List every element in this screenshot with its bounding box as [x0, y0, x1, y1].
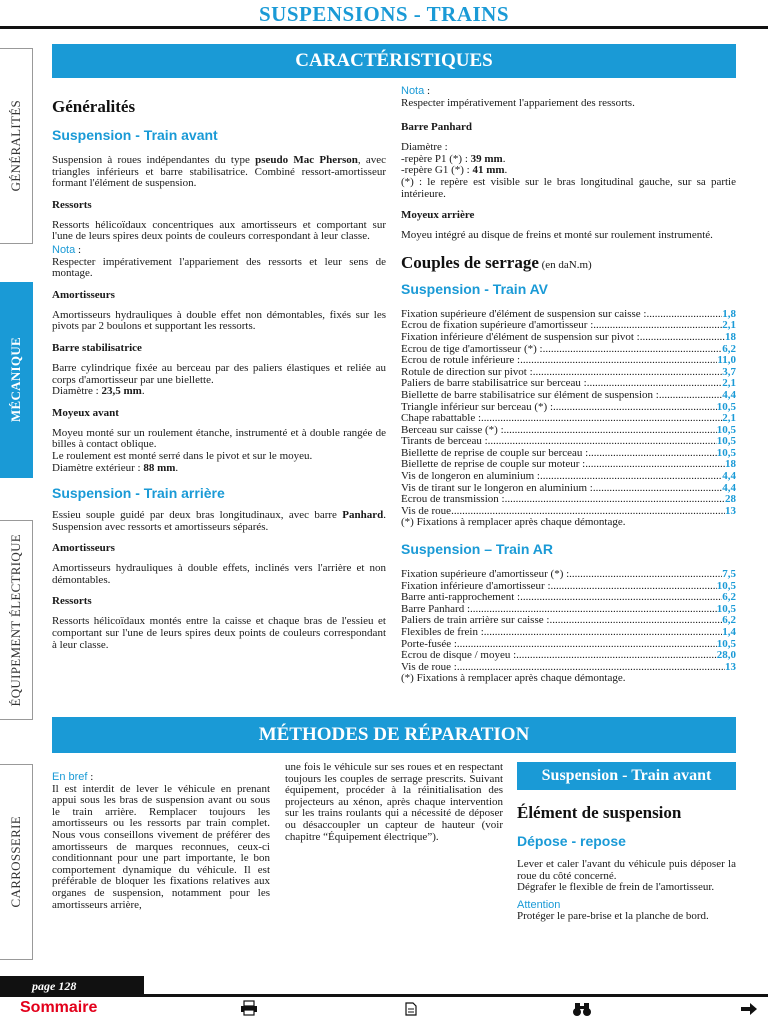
methods-col-1: En bref : Il est interdit de lever le véhicule en prenant appui sous les bras de suspension avant ou sous le train arrière. Remplacer toujours les amortisseurs ou les ressorts par train complet. Nous vous conseillons vivement de préférer des amortisseurs de marques reconnues, ceux-ci conditionnant pour une part importante, le bon comportement dynamique du véhicule. Il est préférable de bloquer les fixations relatives aux organes de suspension, notamment pour les amortisseurs arrière,	[52, 771, 270, 911]
left-column	[52, 97, 386, 651]
heading-amortisseurs-ar: Amortisseurs	[52, 542, 115, 555]
footer-rule	[144, 994, 768, 997]
heading-ressorts: Ressorts	[52, 198, 92, 211]
heading-barre-stab: Barre stabilisatrice	[52, 341, 142, 354]
moyeux-av-diam: Diamètre extérieur : 88 mm.	[52, 461, 179, 474]
moyeux-av-text2: Le roulement est monté serré dans le pivot et sur le moyeu.	[52, 449, 313, 462]
torque-row: Tirants de berceau : ..... 10,5	[401, 436, 736, 448]
moyeux-ar-text: Moyeu intégré au disque de freins et monté sur roulement instrumenté.	[401, 229, 713, 242]
torque-row: Barre anti-rapprochement : ..... 6,2	[401, 592, 736, 604]
heading-depose-repose: Dépose - repose	[517, 833, 626, 849]
torque-row: Écrou de fixation supérieure d'amortisseur : ..... 2,1	[401, 320, 736, 332]
ressorts-ar-text: Ressorts hélicoïdaux montés entre la caisse et chaque bras de l'essieu et comportant sur l'une de leurs spires deux points de couleurs correspondant à leur classe.	[52, 615, 386, 651]
torque-row: Flexibles de frein : ..... 1,4	[401, 627, 736, 639]
amortisseurs-text: Amortisseurs hydrauliques à double effet non démontables, fixés sur les pivots par 2 boulons et supportant les ressorts.	[52, 308, 386, 333]
tab-equipement-electrique[interactable]: ÉQUIPEMENT ÉLECTRIQUE	[0, 520, 33, 720]
torque-ar-note: (*) Fixations à remplacer après chaque démontage.	[401, 672, 626, 685]
susp-av-text: Suspension à roues indépendantes du type pseudo Mac Pherson, avec triangles inférieurs et barre stabilisatrice. Combiné ressort-amortisseur formant l'élément de suspension.	[52, 154, 387, 190]
document-icon[interactable]	[404, 1002, 418, 1016]
torque-row: Biellette de barre stabilisatrice sur élément de suspension : ..... 4,4	[401, 390, 736, 402]
torque-row: Berceau sur caisse (*) : ..... 10,5	[401, 425, 736, 437]
panhard-diam-label: Diamètre :	[401, 141, 448, 154]
heading-moyeux-ar: Moyeux arrière	[401, 209, 475, 222]
heading-ressorts-ar: Ressorts	[52, 595, 92, 608]
torque-list-ar	[401, 569, 736, 673]
torque-row: Chape rabattable : ..... 2,1	[401, 413, 736, 425]
torque-row: Fixation supérieure d'amortisseur (*) : ..... 7,5	[401, 569, 736, 581]
amortisseurs-ar-text: Amortisseurs hydrauliques à double effets, inclinés vers l'arrière et non démontables.	[52, 562, 386, 586]
heading-amortisseurs: Amortisseurs	[52, 288, 115, 301]
nota-left: Nota :	[52, 243, 82, 256]
nota-right: Nota :	[401, 85, 431, 97]
torque-row: Barre Panhard : ..... 10,5	[401, 604, 736, 616]
torque-row: Vis de tirant sur le longeron en aluminium : ..... 4,4	[401, 483, 736, 495]
torque-row: Fixation inférieure d'élément de suspension sur pivot : ..... 18	[401, 332, 736, 344]
heading-couples: Couples de serrage (en daN.m)	[401, 252, 592, 272]
moyeux-av-text: Moyeu monté sur un roulement étanche, instrumenté et à double rangée de billes à contact oblique.	[52, 426, 386, 451]
tab-generalites[interactable]: GÉNÉRALITÉS	[0, 48, 33, 244]
heading-panhard: Barre Panhard	[401, 121, 472, 134]
en-bref-text: Il est interdit de lever le véhicule en prenant appui sous les bras de suspension avant ou sous le train arrière. Remplacer toujours les amortisseurs ou les ressorts par train complet. Nous vous conseillons vivement de préférer des amortisseurs de marques reconnues, ceux-ci conditionnant pour une part importante, le bon comportement dynamique du véhicule. Il est préférable de bloquer les fixations relatives aux organes de suspension, notamment pour les amortisseurs arrière,	[52, 782, 270, 911]
torque-row: Biellette de reprise de couple sur berceau : ..... 10,5	[401, 448, 736, 460]
torque-row: Écrou de rotule inférieure : ..... 11,0	[401, 355, 736, 367]
heading-susp-av: Suspension - Train avant	[52, 127, 218, 143]
right-column	[401, 86, 736, 685]
panhard-note: (*) : le repère est visible sur le bras longitudinal gauche, sur sa partie intérieure.	[401, 175, 736, 200]
banner-caracteristiques: CARACTÉRISTIQUES	[52, 44, 736, 78]
sommaire-link[interactable]: Sommaire	[20, 999, 98, 1016]
ressorts-text: Ressorts hélicoïdaux concentriques aux amortisseurs et comportant sur l'une de leurs spires deux points de couleurs correspondant à leur classe.	[52, 218, 386, 243]
torque-row: Paliers de train arrière sur caisse : ..... 6,2	[401, 615, 736, 627]
heading-moyeux-av: Moyeux avant	[52, 406, 119, 419]
attention-text: Protéger le pare-brise et la planche de bord.	[517, 910, 709, 923]
nota-right-text: Respecter impérativement l'appariement des ressorts.	[401, 96, 635, 109]
heading-generalites: Généralités	[52, 97, 136, 116]
heading-train-ar: Suspension – Train AR	[401, 541, 553, 558]
attention-label: Attention	[517, 898, 561, 911]
heading-train-av: Suspension - Train AV	[401, 280, 549, 297]
page-title: SUSPENSIONS - TRAINS	[258, 2, 510, 26]
nota-left-text: Respecter impérativement l'appariement des ressorts et leur sens de montage.	[52, 255, 386, 280]
torque-list-av	[401, 309, 736, 518]
panhard-p1: -repère P1 (*) : 39 mm.	[401, 152, 506, 165]
torque-row: Écrou de tige d'amortisseur (*) : ..... 6,2	[401, 344, 736, 356]
page-number: page 128	[0, 976, 144, 997]
methods-col-2	[285, 762, 503, 843]
methods-col-3	[517, 803, 736, 923]
methods-col2-text: une fois le véhicule sur ses roues et en respectant toujours les couples de serrage prescrits. Suivant équipement, procéder à la réinitialisation des projecteurs au xénon, après chaque intervention sur les trains roulants qui a nécessité de déposer ou désaccoupler un capteur de hauteur (voir chapitre “Équipement électrique”).	[285, 761, 503, 843]
header-rule	[0, 26, 768, 29]
box-susp-train-avant: Suspension - Train avant	[517, 762, 736, 790]
en-bref-label: En bref	[52, 771, 88, 783]
torque-row: Biellette de reprise de couple sur moteur : ..... 18	[401, 459, 736, 471]
torque-row: Écrou de transmission : ..... 28	[401, 494, 736, 506]
torque-row: Triangle inférieur sur berceau (*) : ..... 10,5	[401, 402, 736, 414]
susp-ar-text: Essieu souple guidé par deux bras longitudinaux, avec barre Panhard. Suspension avec ressorts et amortisseurs séparés.	[52, 509, 386, 533]
banner-methodes: MÉTHODES DE RÉPARATION	[52, 717, 736, 753]
torque-row: Vis de roue ..... 13	[401, 506, 736, 518]
binoculars-icon[interactable]	[572, 1001, 592, 1017]
next-arrow-icon[interactable]	[740, 1002, 758, 1016]
torque-row: Fixation supérieure d'élément de suspension sur caisse : ..... 1,8	[401, 309, 736, 321]
heading-element-suspension: Élément de suspension	[517, 803, 682, 822]
torque-row: Fixation inférieure d'amortisseur : ..... 10,5	[401, 581, 736, 593]
tab-carrosserie[interactable]: CARROSSERIE	[0, 764, 33, 960]
print-icon[interactable]	[240, 1000, 258, 1016]
barre-stab-text: Barre cylindrique fixée au berceau par des paliers élastiques et reliée au corps d'amortisseur par une biellette.	[52, 361, 386, 386]
depose-text2: Dégrafer le flexible de frein de l'amortisseur.	[517, 881, 715, 894]
panhard-g1: -repère G1 (*) : 41 mm.	[401, 164, 508, 177]
heading-susp-ar: Suspension - Train arrière	[52, 485, 225, 502]
torque-av-note: (*) Fixations à remplacer après chaque démontage.	[401, 516, 626, 529]
torque-row: Paliers de barre stabilisatrice sur berceau : ..... 2,1	[401, 378, 736, 390]
tab-mecanique[interactable]: MÉCANIQUE	[0, 282, 33, 478]
torque-row: Vis de roue : ..... 13	[401, 662, 736, 674]
depose-text1: Lever et caler l'avant du véhicule puis déposer la roue du côté concerné.	[517, 858, 736, 882]
barre-stab-diam: Diamètre : 23,5 mm.	[52, 385, 145, 398]
torque-row: Vis de longeron en aluminium : ..... 4,4	[401, 471, 736, 483]
torque-row: Porte-fusée : ..... 10,5	[401, 639, 736, 651]
torque-row: Rotule de direction sur pivot : ..... 3,7	[401, 367, 736, 379]
torque-row: Écrou de disque / moyeu : ..... 28,0	[401, 650, 736, 662]
